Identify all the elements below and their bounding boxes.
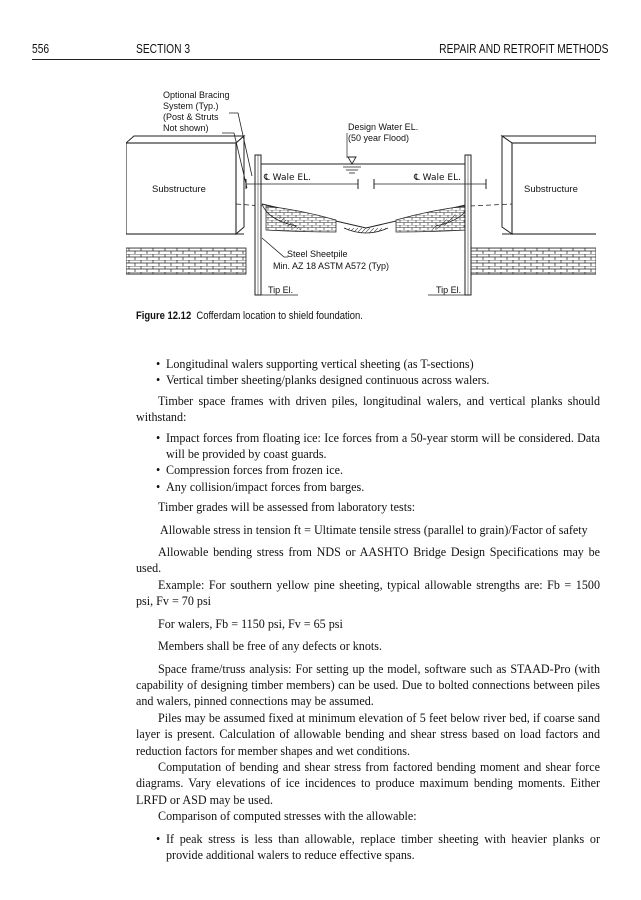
right-substructure bbox=[502, 136, 596, 234]
bracing-line-1: Optional Bracing bbox=[163, 90, 230, 100]
paragraph: Allowable bending stress from NDS or AASHTO Bridge Design Specifications may be used. bbox=[136, 545, 600, 576]
body-text bbox=[136, 356, 600, 863]
tip-right-label: Tip El. bbox=[436, 285, 462, 295]
bullet-list-3 bbox=[136, 831, 600, 864]
figure-caption-text: Cofferdam location to shield foundation. bbox=[196, 310, 363, 322]
header-rule bbox=[32, 59, 600, 60]
page-number: 556 bbox=[32, 42, 50, 56]
svg-text:Optional Bracing Sys bbox=[163, 90, 232, 133]
paragraph: Members shall be free of any defects or knots. bbox=[158, 639, 382, 654]
list-item: • Impact forces from floating ice: Ice forces from a 50-year storm will be considered. Data will be provided by coast guards. bbox=[136, 430, 600, 463]
wale-right-label: ℄ Wale EL. bbox=[414, 173, 461, 183]
paragraph: Comparison of computed stresses with the allowable: bbox=[158, 809, 417, 824]
sheetpile-right bbox=[465, 155, 471, 295]
substructure-left-label: Substructure bbox=[152, 184, 206, 195]
sheetpile-label-line-1: Steel Sheetpile bbox=[287, 249, 348, 259]
left-substructure bbox=[126, 136, 244, 234]
list-item: • Longitudinal walers supporting vertical sheeting (as T-sections) bbox=[136, 356, 600, 372]
bracing-line-3: (Post & Struts bbox=[163, 112, 219, 122]
river-bed bbox=[262, 204, 470, 233]
tip-left-label: Tip El. bbox=[268, 285, 294, 295]
paragraph: Timber grades will be assessed from laboratory tests: bbox=[158, 500, 416, 515]
bracing-line-2: System (Typ.) bbox=[163, 101, 219, 111]
design-water-line bbox=[261, 157, 465, 173]
list-item: • Compression forces from frozen ice. bbox=[136, 462, 600, 478]
list-item: • Any collision/impact forces from barges. bbox=[136, 479, 600, 495]
bracing-line-4: Not shown) bbox=[163, 123, 209, 133]
svg-text:Design Water EL. (50 bbox=[348, 122, 421, 143]
cofferdam-diagram bbox=[126, 80, 596, 305]
paragraph: Computation of bending and shear stress from factored bending moment and shear force diagrams. Vary elevations of ice incidences to produce maximum bending moments. Either LRFD or ASD may be used. bbox=[136, 759, 600, 807]
tip-elevation-left bbox=[261, 285, 298, 295]
bullet-list-2 bbox=[136, 430, 600, 496]
paragraph: Example: For southern yellow pine sheeting, typical allowable strengths are: Fb = 1500 psi, Fv = 70 psi bbox=[136, 577, 600, 609]
section-label: SECTION 3 bbox=[136, 42, 191, 56]
sheetpile-label-line-2: Min. AZ 18 ASTM A572 (Typ) bbox=[273, 261, 390, 271]
bullet-list-1 bbox=[136, 356, 600, 389]
wale-left-label: ℄ Wale EL. bbox=[264, 173, 311, 183]
tip-elevation-right bbox=[428, 285, 465, 295]
water-label-line-1: Design Water EL. bbox=[348, 122, 419, 132]
water-callout bbox=[347, 122, 421, 158]
formula: Allowable stress in tension ft = Ultimate tensile stress (parallel to grain)/Factor of safety bbox=[160, 522, 588, 537]
water-label-line-2: (50 year Flood) bbox=[348, 133, 410, 143]
figure-caption-label: Figure 12.12 bbox=[136, 310, 192, 322]
paragraph: Timber space frames with driven piles, longitudinal walers, and vertical planks should withstand: bbox=[136, 393, 600, 425]
paragraph: Space frame/truss analysis: For setting up the model, software such as STAAD-Pro (with capability of designing timber members) can be used. Due to bolted connections between piles and walers, pinned connections may be assumed. bbox=[136, 661, 600, 709]
figure-caption bbox=[136, 310, 363, 322]
cofferdam-figure bbox=[126, 80, 596, 305]
sheetpile-left bbox=[255, 155, 261, 295]
sheetpile-callout bbox=[262, 238, 389, 271]
substructure-right-label: Substructure bbox=[524, 184, 578, 195]
paragraph: Piles may be assumed fixed at minimum elevation of 5 feet below river bed, if coarse sand layer is present. Calculation of allowable bending and shear stress based on load factors and reduction factors for member shapes and wet conditions. bbox=[136, 710, 600, 758]
paragraph: For walers, Fb = 1150 psi, Fv = 65 psi bbox=[158, 616, 343, 631]
svg-text:Steel Sheetpile Min. bbox=[273, 249, 389, 271]
list-item: • If peak stress is less than allowable, replace timber sheeting with heavier planks or provide additional walers to reduce effective spans. bbox=[136, 831, 600, 864]
list-item: • Vertical timber sheeting/planks designed continuous across walers. bbox=[136, 372, 600, 388]
wale-elevation-left bbox=[246, 173, 358, 189]
running-title: REPAIR AND RETROFIT METHODS bbox=[439, 42, 609, 56]
